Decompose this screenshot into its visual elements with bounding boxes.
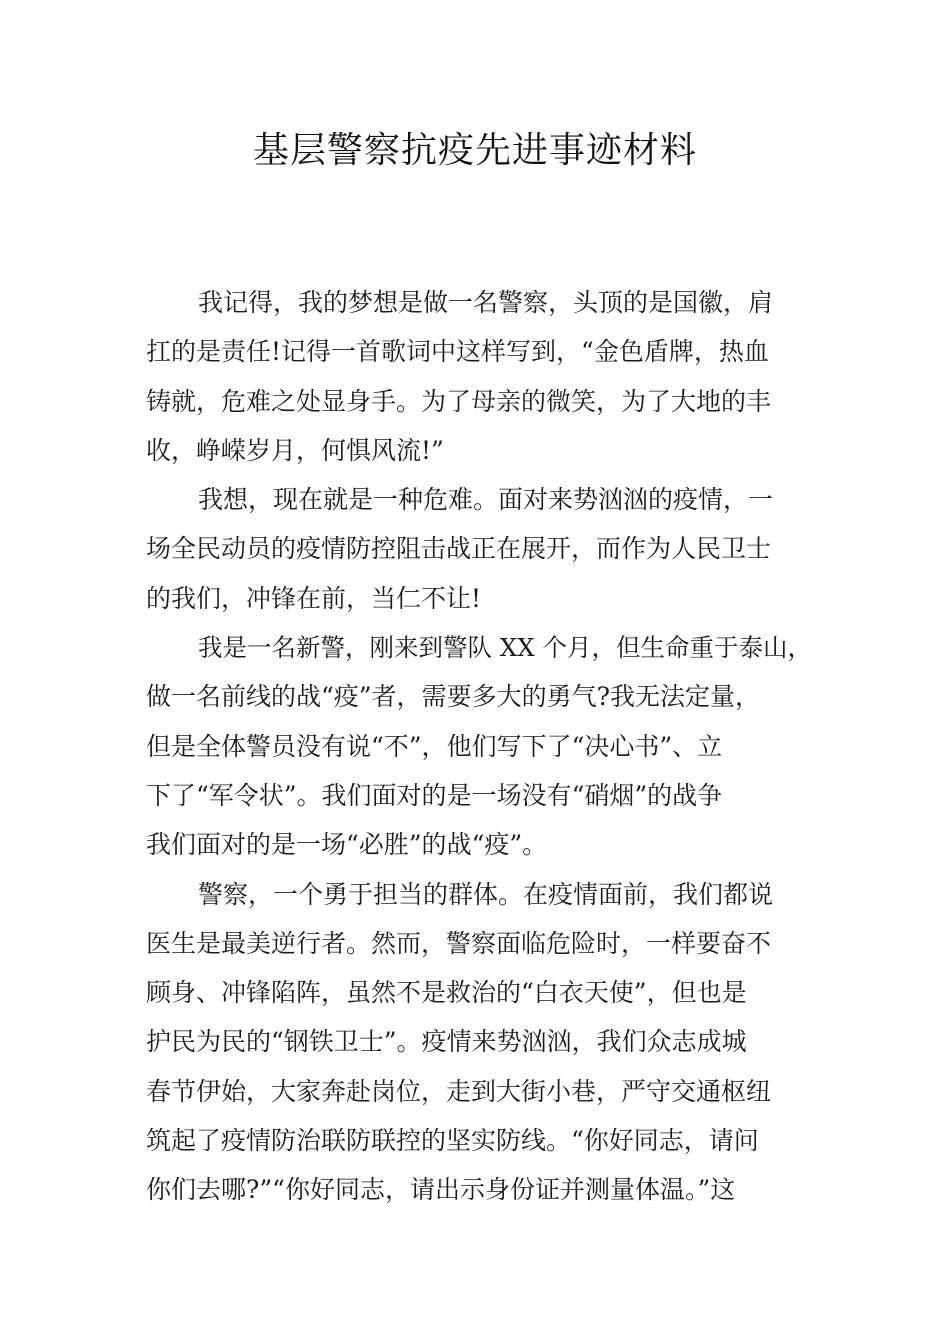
paragraph-first-line: 我记得，我的梦想是做一名警察，头顶的是国徽，肩 (198, 288, 774, 317)
paragraph-line: 你们去哪?”“你好同志，请出示身份证并测量体温。”这 (146, 1175, 736, 1205)
paragraph-line: 但是全体警员没有说“不”，他们写下了“决心书”、立 (146, 731, 723, 761)
paragraph-line: 医生是最美逆行者。然而，警察面临危险时，一样要奋不 (146, 928, 772, 958)
paragraph-line: 筑起了疫情防治联防联控的坚实防线。“你好同志，请问 (146, 1126, 759, 1156)
paragraph-line: 下了“军令状”。我们面对的是一场没有“硝烟”的战争 (146, 780, 723, 810)
paragraph-line: 场全民动员的疫情防控阻击战正在展开，而作为人民卫士 (146, 534, 772, 564)
paragraph-line: 铸就，危难之处显身手。为了母亲的微笑，为了大地的丰 (146, 386, 772, 416)
paragraph-line: 收，峥嵘岁月，何惧风流!” (146, 435, 444, 465)
paragraph-first-line: 警察，一个勇于担当的群体。在疫情面前，我们都说 (198, 879, 774, 909)
paragraph-line: 我们面对的是一场“必胜”的战“疫”。 (146, 830, 548, 860)
paragraph-line: 护民为民的“钢铁卫士”。疫情来势汹汹，我们众志成城 (146, 1027, 747, 1057)
document-body (146, 278, 816, 1215)
document-title: 基层警察抗疫先进事迹材料 (252, 130, 697, 171)
paragraph-line: 顾身、冲锋陷阵，虽然不是救治的“白衣天使”，但也是 (146, 978, 747, 1008)
paragraph-line: 的我们，冲锋在前，当仁不让! (146, 583, 482, 613)
paragraph-line: 扛的是责任!记得一首歌词中这样写到，“金色盾牌，热血 (146, 337, 769, 367)
paragraph-line: 春节伊始，大家奔赴岗位，走到大街小巷，严守交通枢纽 (146, 1076, 772, 1106)
paragraph-first-line: 我是一名新警，刚来到警队 XX 个月，但生命重于泰山， (198, 633, 812, 663)
paragraph-first-line: 我想，现在就是一种危难。面对来势汹汹的疫情，一 (198, 485, 774, 515)
paragraph-line: 做一名前线的战“疫”者，需要多大的勇气?我无法定量， (146, 682, 760, 712)
